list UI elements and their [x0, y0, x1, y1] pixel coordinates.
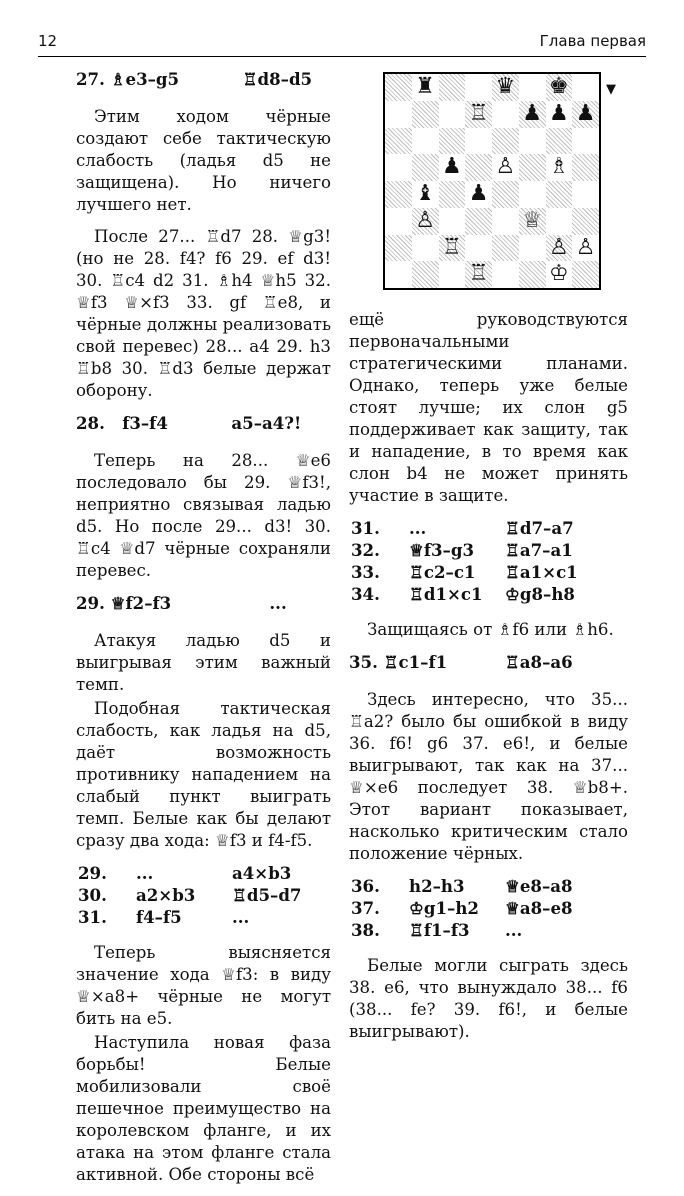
board-square-e7	[492, 101, 519, 128]
move-number: 34.	[351, 584, 380, 604]
paragraph: Теперь выясняется значение хода ♕f3: в виду ♕×a8+ чёрные не могут бить на e5.	[76, 943, 331, 1028]
chess-piece-e5: ♙	[495, 154, 516, 180]
move-table	[349, 517, 628, 605]
white-move: ♕f3–g3	[409, 540, 475, 560]
move-number: 38.	[351, 920, 380, 940]
board-square-b6	[412, 128, 439, 155]
black-move: ♖a7–a1	[505, 540, 573, 560]
move-29: 29. ♕f2–f3 ...	[76, 593, 287, 613]
board-square-f5	[519, 154, 546, 181]
move-number: 37.	[351, 898, 380, 918]
black-move: ...	[232, 907, 250, 927]
board-square-c4	[439, 181, 466, 208]
chess-piece-b3: ♙	[415, 207, 435, 233]
black-move: ♔g8–h8	[505, 584, 575, 604]
white-move: ♔g1–h2	[409, 898, 479, 918]
chess-piece-d7: ♖	[468, 100, 489, 126]
board-square-a4	[385, 181, 412, 208]
paragraph: Атакуя ладью d5 и выигрывая этим важный темп.	[76, 631, 331, 694]
paragraph: Этим ходом чёрные создают себе тактическую слабость (ладья d5 не защищена). Но ничего лучшего нет.	[76, 107, 331, 214]
chess-board	[383, 72, 601, 290]
chess-piece-g5: ♗	[549, 154, 569, 180]
white-move: a2×b3	[136, 885, 196, 905]
board-square-b1	[412, 261, 439, 288]
chess-piece-f3: ♕	[522, 207, 542, 233]
white-move: ♖d1×c1	[409, 584, 483, 604]
board-square-g3	[546, 208, 573, 235]
board-square-a5	[385, 154, 412, 181]
board-square-f6	[519, 128, 546, 155]
board-square-e2	[492, 235, 519, 262]
move-table	[349, 875, 628, 941]
chess-piece-d4: ♟	[468, 181, 489, 206]
chess-piece-h7: ♟	[575, 100, 596, 126]
board-square-h1	[572, 261, 599, 288]
chapter-title: Глава первая	[539, 32, 646, 50]
black-to-move-marker: ▼	[606, 82, 616, 97]
paragraph: ещё руководствуются первоначальными стратегическими планами. Однако, теперь уже белые стоят лучше; их слон g5 поддерживает как защиту, так и нападение, в то время как слон b4 не может принять участие в защите.	[349, 310, 628, 505]
chess-piece-h2: ♙	[575, 234, 596, 260]
board-square-e1	[492, 261, 519, 288]
move-28: 28. f3–f4 a5–a4?!	[76, 413, 302, 433]
chess-piece-c5: ♟	[442, 154, 462, 180]
board-square-e3	[492, 208, 519, 235]
board-square-c7	[439, 101, 466, 128]
board-square-a6	[385, 128, 412, 155]
black-move: ♖a1×c1	[505, 562, 578, 582]
board-square-c6	[439, 128, 466, 155]
board-square-b5	[412, 154, 439, 181]
move-27: 27. ♗e3–g5 ♖d8–d5	[76, 69, 313, 89]
board-square-g4	[546, 181, 573, 208]
board-square-b2	[412, 235, 439, 262]
board-square-h4	[572, 181, 599, 208]
move-number: 30.	[78, 885, 107, 905]
chess-piece-b8: ♜	[415, 74, 435, 99]
board-square-a1	[385, 261, 412, 288]
board-square-a7	[385, 101, 412, 128]
move-number: 33.	[351, 562, 380, 582]
white-move: ♖c2–c1	[409, 562, 476, 582]
black-move: ♕a8–e8	[505, 898, 573, 918]
chess-piece-g2: ♙	[549, 234, 569, 260]
paragraph: Подобная тактическая слабость, как ладья на d5, даёт возможность противнику нападением на слабый пункт выиграть темп. Белые как бы делают сразу два хода: ♕f3 и f4-f5.	[76, 699, 331, 850]
black-move: a4×b3	[232, 863, 292, 883]
paragraph: Наступила новая фаза борьбы! Белые мобилизовали своё пешечное преимущество на королевском фланге, и их атака на этом фланге стала активной. Обе стороны всё	[76, 1033, 331, 1184]
page-number: 12	[38, 32, 58, 50]
paragraph: Белые могли сыграть здесь 38. e6, что вынуждало 38... f6 (38... fe? 39. f6!, и белые выигрывают).	[349, 956, 628, 1041]
move-35: 35. ♖c1–f1 ♖a8–a6	[349, 652, 573, 672]
left-column	[76, 62, 331, 1196]
chess-piece-d1: ♖	[468, 261, 489, 287]
board-square-a8	[385, 74, 412, 101]
board-square-a2	[385, 235, 412, 262]
chess-piece-g7: ♟	[549, 100, 569, 126]
board-square-a3	[385, 208, 412, 235]
black-move: ♖d5–d7	[232, 885, 302, 905]
paragraph: Защищаясь от ♗f6 или ♗h6.	[367, 620, 614, 639]
white-move: ♖f1–f3	[409, 920, 470, 940]
move-number: 32.	[351, 540, 380, 560]
white-move: h2–h3	[409, 876, 465, 896]
black-move: ♖d7–a7	[505, 518, 574, 538]
paragraph: Здесь интересно, что 35... ♖a2? было бы ошибкой в виду 36. f6! g6 37. e6!, и белые выигрывают, так как на 37... ♕×e6 последует 38. ♕b8+. Этот вариант показывает, насколько критическим стало положение чёрных.	[349, 690, 628, 863]
board-square-h8	[572, 74, 599, 101]
chess-diagram	[383, 72, 599, 288]
board-square-f2	[519, 235, 546, 262]
white-move: ...	[409, 518, 427, 538]
chess-piece-g8: ♚	[549, 74, 569, 99]
move-number: 29.	[78, 863, 107, 883]
header-rule	[38, 56, 646, 57]
board-square-d6	[465, 128, 492, 155]
chess-piece-e8: ♛	[495, 74, 516, 99]
paragraph: После 27... ♖d7 28. ♕g3! (но не 28. f4? f6 29. ef d3! 30. ♖c4 d2 31. ♗h4 ♕h5 32. ♕f3 ♕×f3 33. gf ♖e8, и чёрные должны реализовать свой перевес) 28... a4 29. h3 ♖b8 30. ♖d3 белые держат оборону.	[76, 227, 331, 400]
board-square-g6	[546, 128, 573, 155]
running-header	[38, 32, 646, 54]
black-move: ♕e8–a8	[505, 876, 573, 896]
board-square-c1	[439, 261, 466, 288]
board-square-e4	[492, 181, 519, 208]
board-square-d8	[465, 74, 492, 101]
board-square-b7	[412, 101, 439, 128]
board-square-d3	[465, 208, 492, 235]
move-table	[76, 862, 331, 928]
board-square-h6	[572, 128, 599, 155]
board-square-e6	[492, 128, 519, 155]
chess-piece-c2: ♖	[442, 234, 462, 260]
paragraph: Теперь на 28... ♕e6 последовало бы 29. ♕f3!, неприятно связывая ладью d5. Но после 29... d3! 30. ♖c4 ♕d7 чёрные сохраняли перевес.	[76, 451, 331, 580]
board-square-c3	[439, 208, 466, 235]
chess-piece-g1: ♔	[549, 261, 569, 287]
white-move: f4–f5	[136, 907, 182, 927]
black-move: ...	[505, 920, 523, 940]
move-number: 31.	[351, 518, 380, 538]
right-column	[349, 309, 628, 1053]
board-square-d5	[465, 154, 492, 181]
board-square-f8	[519, 74, 546, 101]
chess-piece-b4: ♝	[415, 181, 435, 206]
move-number: 31.	[78, 907, 107, 927]
chess-piece-f7: ♟	[522, 100, 542, 126]
board-square-f4	[519, 181, 546, 208]
board-square-d2	[465, 235, 492, 262]
board-square-f1	[519, 261, 546, 288]
move-number: 36.	[351, 876, 380, 896]
board-square-c8	[439, 74, 466, 101]
board-square-h3	[572, 208, 599, 235]
white-move: ...	[136, 863, 154, 883]
board-square-h5	[572, 154, 599, 181]
